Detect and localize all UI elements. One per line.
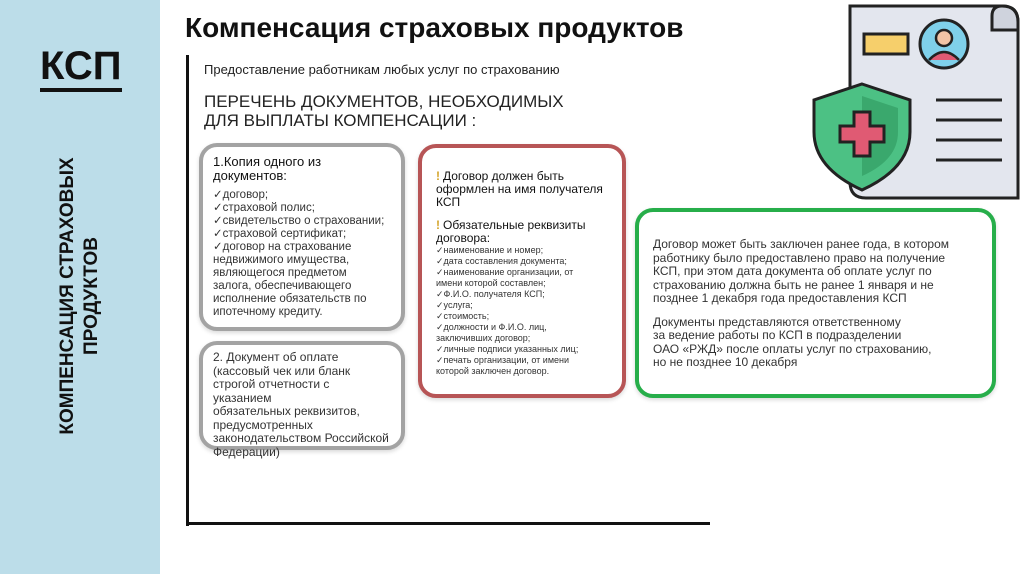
list-item: ✓страховой сертификат; <box>213 228 347 240</box>
frame-line-vertical <box>186 55 189 526</box>
list-item: залога, обеспечивающего <box>213 280 352 292</box>
list-item: ✓печать организации, от имени <box>436 355 570 365</box>
list-item: ✓свидетельство о страховании; <box>213 215 385 227</box>
list-item: которой заключен договор. <box>436 366 550 376</box>
text-line: но не позднее 10 декабря <box>653 355 798 369</box>
list-item: недвижимого имущества, <box>213 254 350 266</box>
note-required-details <box>436 219 608 245</box>
list-item: ✓дата составления документа; <box>436 256 567 266</box>
text-line: страхованию должна быть не ранее 1 января и не <box>653 277 934 292</box>
text-line: обязательных реквизитов, <box>213 404 360 418</box>
text-line: Договор может быть заключен ранее года, в котором <box>653 237 949 251</box>
text-line: (кассовый чек или бланк <box>213 363 351 378</box>
payment-document-box <box>199 341 405 459</box>
list-item: ✓Ф.И.О. получателя КСП; <box>436 289 545 299</box>
list-item: ✓наименование и номер; <box>436 245 544 255</box>
page-title: Компенсация страховых продуктов <box>185 12 684 43</box>
text-line: работнику было предоставлено право на получение <box>653 250 946 265</box>
text-line: предусмотренных <box>213 417 313 432</box>
list-item: ✓страховой полис; <box>213 202 315 214</box>
sidebar <box>0 0 160 574</box>
list-item: ипотечному кредиту. <box>213 306 323 318</box>
note-line: оформлен на имя получателя <box>436 182 603 196</box>
text-line: Федерации) <box>213 444 280 459</box>
note-line: Обязательные реквизиты <box>443 218 586 232</box>
note-contract-recipient <box>436 170 608 209</box>
text-line: за ведение работы по КСП в подразделении <box>653 328 902 342</box>
list-item: заключивших договор; <box>436 333 531 343</box>
list-item: ✓стоимость; <box>436 311 490 321</box>
text-line: законодательством Российской <box>213 431 389 445</box>
frame-line-horizontal <box>186 522 710 525</box>
vertical-title: КОМПЕНСАЦИЯ СТРАХОВЫХ ПРОДУКТОВ <box>57 157 102 435</box>
list-item: являющегося предметом <box>213 267 347 279</box>
note-line: КСП <box>436 195 461 209</box>
contract-requirements-box <box>418 144 626 398</box>
list-item: ✓должности и Ф.И.О. лиц, <box>436 322 547 332</box>
title-line: документов: <box>213 168 287 183</box>
documents-copy-box <box>199 143 405 331</box>
logo-ksp: КСП <box>40 46 122 92</box>
list-item: имени которой составлен; <box>436 278 546 288</box>
note-line: договора: <box>436 231 491 245</box>
list-item: ✓наименование организации, от <box>436 267 574 277</box>
terms-info-box <box>635 208 996 398</box>
note-line: Договор должен быть <box>443 169 564 183</box>
text-line: 2. Документ об оплате <box>213 350 339 364</box>
warning-icon: ! <box>436 218 440 232</box>
list-item: ✓договор; <box>213 189 269 201</box>
box-title <box>213 155 391 183</box>
text-line: строгой отчетности с указанием <box>213 377 330 405</box>
heading-line: ДЛЯ ВЫПЛАТЫ КОМПЕНСАЦИИ : <box>204 111 477 130</box>
list-item: ✓услуга; <box>436 300 473 310</box>
page-subtitle: Предоставление работникам любых услуг по страхованию <box>204 62 560 77</box>
text-line: Документы представляются ответственному <box>653 314 901 329</box>
title-line: 1.Копия одного из <box>213 154 322 169</box>
insurance-document-shield-icon <box>806 0 1024 212</box>
list-item: ✓личные подписи указанных лиц; <box>436 344 579 354</box>
text-line: позднее 1 декабря года предоставления КСП <box>653 291 907 305</box>
list-item: исполнение обязательств по <box>213 293 367 305</box>
heading-line: ПЕРЕЧЕНЬ ДОКУМЕНТОВ, НЕОБХОДИМЫХ <box>204 92 564 111</box>
text-line: КСП, при этом дата документа об оплате услуг по <box>653 264 932 278</box>
list-item: ✓договор на страхование <box>213 241 352 253</box>
text-line: ОАО «РЖД» после оплаты услуг по страхованию, <box>653 341 932 356</box>
documents-list-heading <box>204 92 564 130</box>
warning-icon: ! <box>436 169 440 183</box>
